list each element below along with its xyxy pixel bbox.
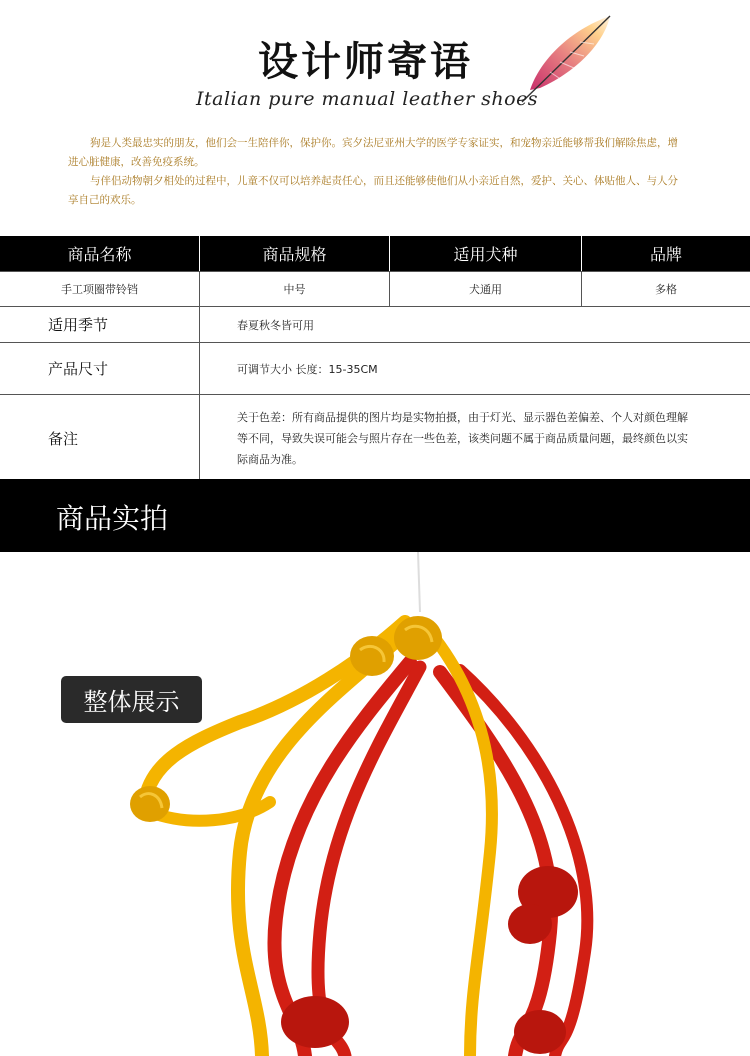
season-value: 春夏秋冬皆可用	[237, 318, 314, 332]
page-subtitle: Italian pure manual leather shoes	[196, 88, 539, 110]
value-brand: 多格	[655, 283, 677, 296]
size-row	[0, 343, 750, 395]
header-product-spec: 商品规格	[200, 236, 390, 271]
section-banner	[0, 479, 750, 552]
size-value: 可调节大小 长度：15-35CM	[237, 362, 378, 376]
spec-value-row	[0, 272, 750, 307]
note-row	[0, 395, 750, 481]
cord-illustration	[0, 552, 750, 1056]
designer-header	[0, 0, 750, 236]
overall-display-badge: 整体展示	[61, 676, 202, 723]
page-title: 设计师寄语	[258, 38, 473, 85]
value-product-name: 手工项圈带铃铛	[0, 272, 200, 306]
value-breed: 犬通用	[390, 272, 582, 306]
season-row	[0, 307, 750, 343]
note-value: 关于色差：所有商品提供的图片均是实物拍摄，由于灯光、显示器色差偏差、个人对颜色理解等不同，导致失误可能会与照片存在一些色差，该类问题不属于商品质量问题，最终颜色以实际商品为准。	[237, 410, 688, 466]
header-brand: 品牌	[649, 245, 682, 264]
intro-text	[68, 134, 688, 210]
season-label: 适用季节	[0, 307, 200, 342]
spec-header-row	[0, 236, 750, 272]
product-photo	[0, 552, 750, 1056]
intro-paragraph: 与伴侣动物朝夕相处的过程中，儿童不仅可以培养起责任心，而且还能够使他们从小亲近自然，爱护、关心、体贴他人、与人分享自己的欢乐。	[68, 175, 678, 206]
intro-paragraph: 狗是人类最忠实的朋友，他们会一生陪伴你，保护你。宾夕法尼亚州大学的医学专家证实，和宠物亲近能够帮我们解除焦虑，增进心脏健康，改善免疫系统。	[68, 137, 678, 168]
section-title: 商品实拍	[56, 502, 169, 535]
value-product-spec: 中号	[200, 272, 390, 306]
size-label: 产品尺寸	[0, 343, 200, 394]
header-product-name: 商品名称	[0, 236, 200, 271]
note-label: 备注	[0, 395, 200, 481]
header-breed: 适用犬种	[390, 236, 582, 271]
spec-table	[0, 236, 750, 481]
